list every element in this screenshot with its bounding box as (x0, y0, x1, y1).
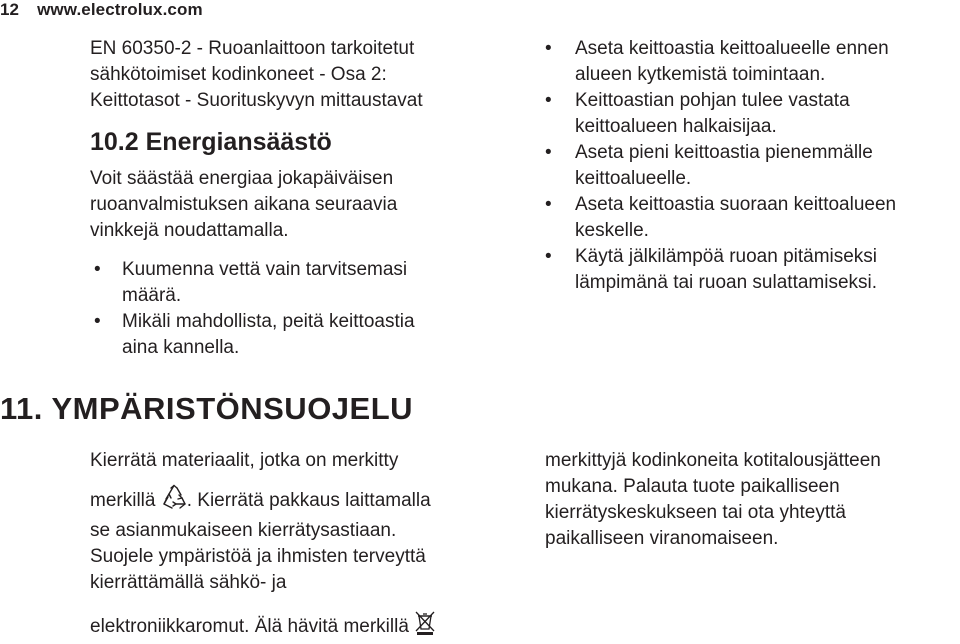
list-item-line: keskelle. (575, 220, 649, 241)
section-10-2-intro (90, 166, 510, 244)
list-item (545, 36, 957, 88)
standard-line: Keittotasot - Suorituskyvyn mittaustavat (90, 90, 423, 111)
section-11-heading (0, 391, 413, 427)
env-line: kierrättämällä sähkö- ja (90, 572, 287, 593)
env-line-with-icon (90, 610, 530, 644)
crossed-out-bin-icon (414, 610, 436, 644)
intro-line: vinkkejä noudattamalla. (90, 220, 289, 241)
env-line: merkittyjä kodinkoneita kotitalousjätteen (545, 450, 881, 471)
list-item-line: aina kannella. (122, 337, 240, 358)
env-line-part: . Kierrätä pakkaus laittamalla (186, 490, 431, 511)
list-item-line: • Aseta keittoastia suoraan keittoalueen (575, 194, 897, 215)
list-item (545, 244, 957, 296)
intro-line: ruoanvalmistuksen aikana seuraavia (90, 194, 398, 215)
page-header (0, 0, 203, 20)
list-item (90, 257, 510, 309)
list-item-line: määrä. (122, 285, 182, 306)
env-line-part: elektroniikkaromut. Älä hävitä merkillä (90, 616, 409, 637)
standard-line: EN 60350-2 - Ruoanlaittoon tarkoitetut (90, 38, 415, 59)
environment-text-left (90, 448, 530, 644)
energy-tips-list-right (545, 36, 957, 296)
recycle-icon (161, 484, 187, 518)
website: www.electrolux.com (37, 0, 203, 19)
env-line: Suojele ympäristöä ja ihmisten terveyttä (90, 546, 426, 567)
list-item-line: • Kuumenna vettä vain tarvitsemasi (122, 259, 408, 280)
env-line: Kierrätä materiaalit, jotka on merkitty (90, 450, 399, 471)
list-item-line: • Aseta pieni keittoastia pienemmälle (575, 142, 873, 163)
standard-text (90, 36, 510, 114)
list-item-line: alueen kytkemistä toimintaan. (575, 64, 826, 85)
env-line-part: merkillä (90, 490, 156, 511)
env-line: kierrätyskeskukseen tai ota yhteyttä (545, 502, 846, 523)
section-title: Energiansäästö (145, 128, 332, 156)
list-item (545, 140, 957, 192)
list-item-line: keittoalueen halkaisijaa. (575, 116, 777, 137)
section-10-2-heading (90, 127, 510, 157)
list-item-line: • Käytä jälkilämpöä ruoan pitämiseksi (575, 246, 878, 267)
section-number: 10.2 (90, 128, 139, 156)
list-item-line: keittoalueelle. (575, 168, 692, 189)
left-column-top (90, 36, 510, 361)
intro-line: Voit säästää energiaa jokapäiväisen (90, 168, 394, 189)
section-title: YMPÄRISTÖNSUOJELU (51, 391, 414, 426)
list-item (545, 192, 957, 244)
list-item-line: • Aseta keittoastia keittoalueelle ennen (575, 38, 889, 59)
list-item (545, 88, 957, 140)
list-item-line: • Keittoastian pohjan tulee vastata (575, 90, 850, 111)
env-line: se asianmukaiseen kierrätysastiaan. (90, 520, 397, 541)
env-line: mukana. Palauta tuote paikalliseen (545, 476, 840, 497)
env-line-with-icon (90, 484, 530, 518)
env-line: paikalliseen viranomaiseen. (545, 528, 779, 549)
environment-text-right (545, 448, 957, 552)
page-number: 12 (0, 0, 20, 19)
section-number: 11. (0, 391, 43, 426)
list-item-line: lämpimänä tai ruoan sulattamiseksi. (575, 272, 878, 293)
list-item-line: • Mikäli mahdollista, peitä keittoastia (122, 311, 415, 332)
list-item (90, 309, 510, 361)
standard-line: sähkötoimiset kodinkoneet - Osa 2: (90, 64, 387, 85)
right-column-top (545, 36, 957, 296)
energy-tips-list-left (90, 257, 510, 361)
